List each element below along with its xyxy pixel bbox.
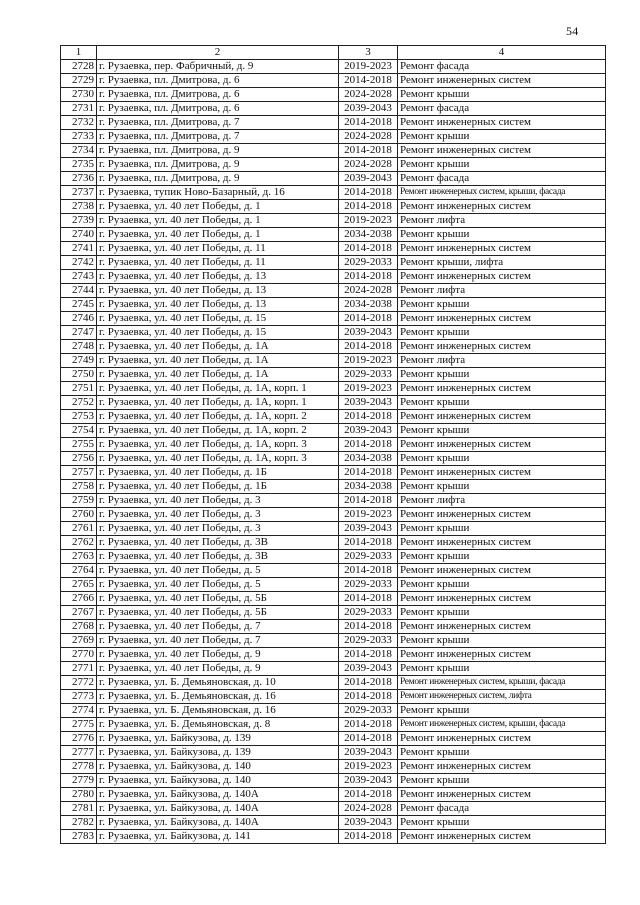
- table-row: [61, 816, 606, 830]
- work-type-cell: Ремонт лифта: [398, 284, 606, 298]
- row-number-cell: 2780: [61, 788, 97, 802]
- table-row: [61, 480, 606, 494]
- period-cell: 2014-2018: [339, 494, 398, 508]
- address-cell: г. Рузаевка, ул. 40 лет Победы, д. 3В: [97, 536, 339, 550]
- work-type-cell: Ремонт инженерных систем: [398, 74, 606, 88]
- row-number-cell: 2758: [61, 480, 97, 494]
- work-type-cell: Ремонт фасада: [398, 802, 606, 816]
- table-row: [61, 410, 606, 424]
- work-type-cell: Ремонт инженерных систем: [398, 648, 606, 662]
- work-type-cell: Ремонт фасада: [398, 60, 606, 74]
- work-type-cell: Ремонт крыши: [398, 662, 606, 676]
- row-number-cell: 2736: [61, 172, 97, 186]
- address-cell: г. Рузаевка, ул. 40 лет Победы, д. 1: [97, 200, 339, 214]
- work-type-cell: Ремонт инженерных систем: [398, 620, 606, 634]
- period-cell: 2014-2018: [339, 410, 398, 424]
- work-type-cell: Ремонт инженерных систем: [398, 564, 606, 578]
- table-row: [61, 606, 606, 620]
- table-row: [61, 424, 606, 438]
- period-cell: 2014-2018: [339, 312, 398, 326]
- address-cell: г. Рузаевка, ул. 40 лет Победы, д. 1А, корп. 1: [97, 396, 339, 410]
- table-row: [61, 620, 606, 634]
- period-cell: 2014-2018: [339, 536, 398, 550]
- address-cell: г. Рузаевка, ул. 40 лет Победы, д. 1: [97, 228, 339, 242]
- row-number-cell: 2752: [61, 396, 97, 410]
- work-type-cell: Ремонт лифта: [398, 214, 606, 228]
- row-number-cell: 2755: [61, 438, 97, 452]
- period-cell: 2014-2018: [339, 788, 398, 802]
- row-number-cell: 2735: [61, 158, 97, 172]
- column-header-4: 4: [398, 46, 606, 60]
- table-row: [61, 270, 606, 284]
- work-type-cell: Ремонт крыши: [398, 816, 606, 830]
- work-type-cell: Ремонт инженерных систем: [398, 242, 606, 256]
- period-cell: 2014-2018: [339, 676, 398, 690]
- address-cell: г. Рузаевка, ул. 40 лет Победы, д. 3В: [97, 550, 339, 564]
- address-cell: г. Рузаевка, ул. 40 лет Победы, д. 11: [97, 242, 339, 256]
- row-number-cell: 2776: [61, 732, 97, 746]
- period-cell: 2029-2033: [339, 578, 398, 592]
- address-cell: г. Рузаевка, ул. 40 лет Победы, д. 5: [97, 578, 339, 592]
- row-number-cell: 2751: [61, 382, 97, 396]
- row-number-cell: 2772: [61, 676, 97, 690]
- row-number-cell: 2771: [61, 662, 97, 676]
- row-number-cell: 2783: [61, 830, 97, 844]
- address-cell: г. Рузаевка, ул. 40 лет Победы, д. 13: [97, 284, 339, 298]
- address-cell: г. Рузаевка, пл. Дмитрова, д. 7: [97, 116, 339, 130]
- row-number-cell: 2770: [61, 648, 97, 662]
- table-row: [61, 200, 606, 214]
- period-cell: 2014-2018: [339, 200, 398, 214]
- period-cell: 2019-2023: [339, 60, 398, 74]
- table-row: [61, 74, 606, 88]
- period-cell: 2039-2043: [339, 102, 398, 116]
- address-cell: г. Рузаевка, ул. Байкузова, д. 141: [97, 830, 339, 844]
- table-row: [61, 452, 606, 466]
- table-row: [61, 228, 606, 242]
- table-row: [61, 466, 606, 480]
- work-type-cell: Ремонт крыши: [398, 606, 606, 620]
- row-number-cell: 2750: [61, 368, 97, 382]
- address-cell: г. Рузаевка, пл. Дмитрова, д. 9: [97, 172, 339, 186]
- table-row: [61, 760, 606, 774]
- period-cell: 2029-2033: [339, 704, 398, 718]
- table-row: [61, 158, 606, 172]
- row-number-cell: 2777: [61, 746, 97, 760]
- table-row: [61, 438, 606, 452]
- period-cell: 2024-2028: [339, 284, 398, 298]
- period-cell: 2034-2038: [339, 298, 398, 312]
- period-cell: 2014-2018: [339, 144, 398, 158]
- address-cell: г. Рузаевка, ул. 40 лет Победы, д. 1Б: [97, 466, 339, 480]
- address-cell: г. Рузаевка, ул. Б. Демьяновская, д. 10: [97, 676, 339, 690]
- address-cell: г. Рузаевка, пер. Фабричный, д. 9: [97, 60, 339, 74]
- work-type-cell: Ремонт фасада: [398, 172, 606, 186]
- row-number-cell: 2732: [61, 116, 97, 130]
- address-cell: г. Рузаевка, ул. 40 лет Победы, д. 9: [97, 662, 339, 676]
- period-cell: 2039-2043: [339, 522, 398, 536]
- row-number-cell: 2733: [61, 130, 97, 144]
- row-number-cell: 2738: [61, 200, 97, 214]
- work-type-cell: Ремонт инженерных систем: [398, 340, 606, 354]
- table-row: [61, 312, 606, 326]
- table-row: [61, 508, 606, 522]
- table-row: [61, 746, 606, 760]
- period-cell: 2014-2018: [339, 340, 398, 354]
- row-number-cell: 2743: [61, 270, 97, 284]
- period-cell: 2029-2033: [339, 256, 398, 270]
- table-row: [61, 564, 606, 578]
- table-row: [61, 704, 606, 718]
- table-row: [61, 298, 606, 312]
- period-cell: 2024-2028: [339, 130, 398, 144]
- address-cell: г. Рузаевка, ул. 40 лет Победы, д. 15: [97, 312, 339, 326]
- table-row: [61, 214, 606, 228]
- address-cell: г. Рузаевка, ул. Байкузова, д. 139: [97, 732, 339, 746]
- address-cell: г. Рузаевка, ул. 40 лет Победы, д. 1А, корп. 1: [97, 382, 339, 396]
- period-cell: 2019-2023: [339, 382, 398, 396]
- table-row: [61, 284, 606, 298]
- address-cell: г. Рузаевка, ул. Байкузова, д. 140: [97, 774, 339, 788]
- address-cell: г. Рузаевка, ул. Б. Демьяновская, д. 16: [97, 704, 339, 718]
- work-type-cell: Ремонт инженерных систем: [398, 270, 606, 284]
- period-cell: 2039-2043: [339, 774, 398, 788]
- period-cell: 2014-2018: [339, 648, 398, 662]
- address-cell: г. Рузаевка, ул. 40 лет Победы, д. 1Б: [97, 480, 339, 494]
- address-cell: г. Рузаевка, ул. 40 лет Победы, д. 7: [97, 634, 339, 648]
- period-cell: 2014-2018: [339, 564, 398, 578]
- row-number-cell: 2762: [61, 536, 97, 550]
- work-type-cell: Ремонт крыши: [398, 228, 606, 242]
- column-header-3: 3: [339, 46, 398, 60]
- address-cell: г. Рузаевка, ул. 40 лет Победы, д. 1А, корп. 3: [97, 438, 339, 452]
- table-row: [61, 340, 606, 354]
- row-number-cell: 2769: [61, 634, 97, 648]
- work-type-cell: Ремонт инженерных систем: [398, 830, 606, 844]
- address-cell: г. Рузаевка, ул. 40 лет Победы, д. 1А: [97, 340, 339, 354]
- work-type-cell: Ремонт инженерных систем: [398, 732, 606, 746]
- address-cell: г. Рузаевка, ул. Б. Демьяновская, д. 8: [97, 718, 339, 732]
- table-row: [61, 256, 606, 270]
- address-cell: г. Рузаевка, ул. 40 лет Победы, д. 5Б: [97, 606, 339, 620]
- period-cell: 2039-2043: [339, 396, 398, 410]
- row-number-cell: 2757: [61, 466, 97, 480]
- row-number-cell: 2761: [61, 522, 97, 536]
- address-cell: г. Рузаевка, ул. Байкузова, д. 140: [97, 760, 339, 774]
- address-cell: г. Рузаевка, ул. 40 лет Победы, д. 1А: [97, 368, 339, 382]
- table-row: [61, 550, 606, 564]
- work-type-cell: Ремонт крыши: [398, 522, 606, 536]
- table-row: [61, 718, 606, 732]
- row-number-cell: 2729: [61, 74, 97, 88]
- table-row: [61, 634, 606, 648]
- address-cell: г. Рузаевка, пл. Дмитрова, д. 7: [97, 130, 339, 144]
- period-cell: 2034-2038: [339, 452, 398, 466]
- address-cell: г. Рузаевка, ул. Байкузова, д. 139: [97, 746, 339, 760]
- table-row: [61, 326, 606, 340]
- period-cell: 2019-2023: [339, 214, 398, 228]
- work-type-cell: Ремонт инженерных систем: [398, 466, 606, 480]
- work-type-cell: Ремонт крыши: [398, 550, 606, 564]
- period-cell: 2014-2018: [339, 270, 398, 284]
- work-type-cell: Ремонт инженерных систем: [398, 788, 606, 802]
- table-row: [61, 186, 606, 200]
- address-cell: г. Рузаевка, ул. 40 лет Победы, д. 1А, корп. 2: [97, 424, 339, 438]
- address-cell: г. Рузаевка, ул. 40 лет Победы, д. 3: [97, 494, 339, 508]
- work-type-cell: Ремонт инженерных систем: [398, 312, 606, 326]
- row-number-cell: 2768: [61, 620, 97, 634]
- table-row: [61, 592, 606, 606]
- address-cell: г. Рузаевка, ул. 40 лет Победы, д. 15: [97, 326, 339, 340]
- period-cell: 2019-2023: [339, 508, 398, 522]
- work-type-cell: Ремонт крыши: [398, 424, 606, 438]
- work-type-cell: Ремонт фасада: [398, 102, 606, 116]
- table-row: [61, 116, 606, 130]
- work-type-cell: Ремонт крыши: [398, 452, 606, 466]
- work-type-cell: Ремонт инженерных систем, лифта: [398, 690, 606, 704]
- address-cell: г. Рузаевка, ул. 40 лет Победы, д. 7: [97, 620, 339, 634]
- header-row: [61, 46, 606, 60]
- table-row: [61, 242, 606, 256]
- table-row: [61, 802, 606, 816]
- table-row: [61, 368, 606, 382]
- work-type-cell: Ремонт крыши: [398, 774, 606, 788]
- period-cell: 2029-2033: [339, 634, 398, 648]
- period-cell: 2014-2018: [339, 592, 398, 606]
- work-type-cell: Ремонт инженерных систем: [398, 438, 606, 452]
- row-number-cell: 2767: [61, 606, 97, 620]
- period-cell: 2014-2018: [339, 74, 398, 88]
- row-number-cell: 2734: [61, 144, 97, 158]
- period-cell: 2029-2033: [339, 368, 398, 382]
- address-cell: г. Рузаевка, пл. Дмитрова, д. 9: [97, 144, 339, 158]
- address-cell: г. Рузаевка, ул. Байкузова, д. 140А: [97, 816, 339, 830]
- period-cell: 2014-2018: [339, 242, 398, 256]
- work-type-cell: Ремонт инженерных систем: [398, 200, 606, 214]
- work-type-cell: Ремонт крыши: [398, 130, 606, 144]
- row-number-cell: 2778: [61, 760, 97, 774]
- address-cell: г. Рузаевка, ул. Байкузова, д. 140А: [97, 788, 339, 802]
- work-type-cell: Ремонт крыши: [398, 746, 606, 760]
- row-number-cell: 2781: [61, 802, 97, 816]
- period-cell: 2039-2043: [339, 424, 398, 438]
- work-type-cell: Ремонт инженерных систем: [398, 410, 606, 424]
- period-cell: 2024-2028: [339, 802, 398, 816]
- work-type-cell: Ремонт инженерных систем, крыши, фасада: [398, 718, 606, 732]
- row-number-cell: 2779: [61, 774, 97, 788]
- row-number-cell: 2740: [61, 228, 97, 242]
- row-number-cell: 2731: [61, 102, 97, 116]
- period-cell: 2014-2018: [339, 116, 398, 130]
- work-type-cell: Ремонт инженерных систем: [398, 592, 606, 606]
- row-number-cell: 2773: [61, 690, 97, 704]
- work-type-cell: Ремонт крыши, лифта: [398, 256, 606, 270]
- address-cell: г. Рузаевка, ул. 40 лет Победы, д. 13: [97, 270, 339, 284]
- row-number-cell: 2754: [61, 424, 97, 438]
- work-type-cell: Ремонт инженерных систем, крыши, фасада: [398, 186, 606, 200]
- row-number-cell: 2741: [61, 242, 97, 256]
- row-number-cell: 2756: [61, 452, 97, 466]
- address-cell: г. Рузаевка, тупик Ново-Базарный, д. 16: [97, 186, 339, 200]
- table-row: [61, 172, 606, 186]
- table-row: [61, 732, 606, 746]
- work-type-cell: Ремонт инженерных систем, крыши, фасада: [398, 676, 606, 690]
- address-cell: г. Рузаевка, ул. Б. Демьяновская, д. 16: [97, 690, 339, 704]
- period-cell: 2034-2038: [339, 480, 398, 494]
- work-type-cell: Ремонт инженерных систем: [398, 536, 606, 550]
- work-type-cell: Ремонт лифта: [398, 354, 606, 368]
- work-type-cell: Ремонт крыши: [398, 578, 606, 592]
- row-number-cell: 2760: [61, 508, 97, 522]
- row-number-cell: 2748: [61, 340, 97, 354]
- column-header-1: 1: [61, 46, 97, 60]
- address-cell: г. Рузаевка, пл. Дмитрова, д. 6: [97, 102, 339, 116]
- work-type-cell: Ремонт крыши: [398, 158, 606, 172]
- period-cell: 2019-2023: [339, 760, 398, 774]
- address-cell: г. Рузаевка, пл. Дмитрова, д. 6: [97, 74, 339, 88]
- table-row: [61, 60, 606, 74]
- address-cell: г. Рузаевка, пл. Дмитрова, д. 9: [97, 158, 339, 172]
- period-cell: 2014-2018: [339, 466, 398, 480]
- table-row: [61, 690, 606, 704]
- row-number-cell: 2775: [61, 718, 97, 732]
- period-cell: 2024-2028: [339, 88, 398, 102]
- work-type-cell: Ремонт крыши: [398, 326, 606, 340]
- work-type-cell: Ремонт инженерных систем: [398, 508, 606, 522]
- table-row: [61, 830, 606, 844]
- address-cell: г. Рузаевка, ул. 40 лет Победы, д. 9: [97, 648, 339, 662]
- work-type-cell: Ремонт инженерных систем: [398, 116, 606, 130]
- work-type-cell: Ремонт инженерных систем: [398, 760, 606, 774]
- period-cell: 2024-2028: [339, 158, 398, 172]
- period-cell: 2039-2043: [339, 662, 398, 676]
- address-cell: г. Рузаевка, ул. 40 лет Победы, д. 3: [97, 522, 339, 536]
- table-row: [61, 396, 606, 410]
- table-row: [61, 494, 606, 508]
- address-cell: г. Рузаевка, ул. 40 лет Победы, д. 13: [97, 298, 339, 312]
- work-type-cell: Ремонт крыши: [398, 480, 606, 494]
- work-type-cell: Ремонт лифта: [398, 494, 606, 508]
- period-cell: 2014-2018: [339, 438, 398, 452]
- address-cell: г. Рузаевка, ул. 40 лет Победы, д. 5: [97, 564, 339, 578]
- row-number-cell: 2744: [61, 284, 97, 298]
- row-number-cell: 2745: [61, 298, 97, 312]
- table-row: [61, 522, 606, 536]
- table-body: [61, 60, 606, 844]
- period-cell: 2034-2038: [339, 228, 398, 242]
- table-row: [61, 536, 606, 550]
- table-row: [61, 648, 606, 662]
- row-number-cell: 2763: [61, 550, 97, 564]
- table-row: [61, 578, 606, 592]
- period-cell: 2029-2033: [339, 550, 398, 564]
- work-type-cell: Ремонт крыши: [398, 368, 606, 382]
- period-cell: 2014-2018: [339, 690, 398, 704]
- row-number-cell: 2759: [61, 494, 97, 508]
- row-number-cell: 2774: [61, 704, 97, 718]
- period-cell: 2019-2023: [339, 354, 398, 368]
- work-type-cell: Ремонт крыши: [398, 298, 606, 312]
- work-type-cell: Ремонт инженерных систем: [398, 382, 606, 396]
- row-number-cell: 2764: [61, 564, 97, 578]
- row-number-cell: 2765: [61, 578, 97, 592]
- address-cell: г. Рузаевка, ул. 40 лет Победы, д. 3: [97, 508, 339, 522]
- page-number: 54: [566, 24, 579, 38]
- work-type-cell: Ремонт крыши: [398, 704, 606, 718]
- repair-schedule-table: [60, 45, 606, 844]
- work-type-cell: Ремонт крыши: [398, 88, 606, 102]
- period-cell: 2014-2018: [339, 732, 398, 746]
- address-cell: г. Рузаевка, пл. Дмитрова, д. 6: [97, 88, 339, 102]
- table-row: [61, 88, 606, 102]
- table-header: [61, 46, 606, 60]
- address-cell: г. Рузаевка, ул. 40 лет Победы, д. 1А, корп. 3: [97, 452, 339, 466]
- table-row: [61, 676, 606, 690]
- work-type-cell: Ремонт инженерных систем: [398, 144, 606, 158]
- row-number-cell: 2782: [61, 816, 97, 830]
- address-cell: г. Рузаевка, ул. 40 лет Победы, д. 1: [97, 214, 339, 228]
- row-number-cell: 2749: [61, 354, 97, 368]
- period-cell: 2039-2043: [339, 326, 398, 340]
- row-number-cell: 2746: [61, 312, 97, 326]
- period-cell: 2029-2033: [339, 606, 398, 620]
- period-cell: 2014-2018: [339, 830, 398, 844]
- table-row: [61, 130, 606, 144]
- period-cell: 2014-2018: [339, 718, 398, 732]
- work-type-cell: Ремонт крыши: [398, 396, 606, 410]
- table-row: [61, 354, 606, 368]
- period-cell: 2039-2043: [339, 172, 398, 186]
- table-row: [61, 102, 606, 116]
- row-number-cell: 2739: [61, 214, 97, 228]
- work-type-cell: Ремонт крыши: [398, 634, 606, 648]
- table-row: [61, 662, 606, 676]
- column-header-2: 2: [97, 46, 339, 60]
- row-number-cell: 2737: [61, 186, 97, 200]
- row-number-cell: 2742: [61, 256, 97, 270]
- address-cell: г. Рузаевка, ул. 40 лет Победы, д. 5Б: [97, 592, 339, 606]
- address-cell: г. Рузаевка, ул. 40 лет Победы, д. 11: [97, 256, 339, 270]
- address-cell: г. Рузаевка, ул. 40 лет Победы, д. 1А, корп. 2: [97, 410, 339, 424]
- table-row: [61, 774, 606, 788]
- period-cell: 2014-2018: [339, 620, 398, 634]
- table-row: [61, 144, 606, 158]
- row-number-cell: 2766: [61, 592, 97, 606]
- row-number-cell: 2730: [61, 88, 97, 102]
- table-row: [61, 382, 606, 396]
- row-number-cell: 2728: [61, 60, 97, 74]
- row-number-cell: 2753: [61, 410, 97, 424]
- address-cell: г. Рузаевка, ул. Байкузова, д. 140А: [97, 802, 339, 816]
- period-cell: 2039-2043: [339, 746, 398, 760]
- row-number-cell: 2747: [61, 326, 97, 340]
- table-row: [61, 788, 606, 802]
- period-cell: 2014-2018: [339, 186, 398, 200]
- address-cell: г. Рузаевка, ул. 40 лет Победы, д. 1А: [97, 354, 339, 368]
- period-cell: 2039-2043: [339, 816, 398, 830]
